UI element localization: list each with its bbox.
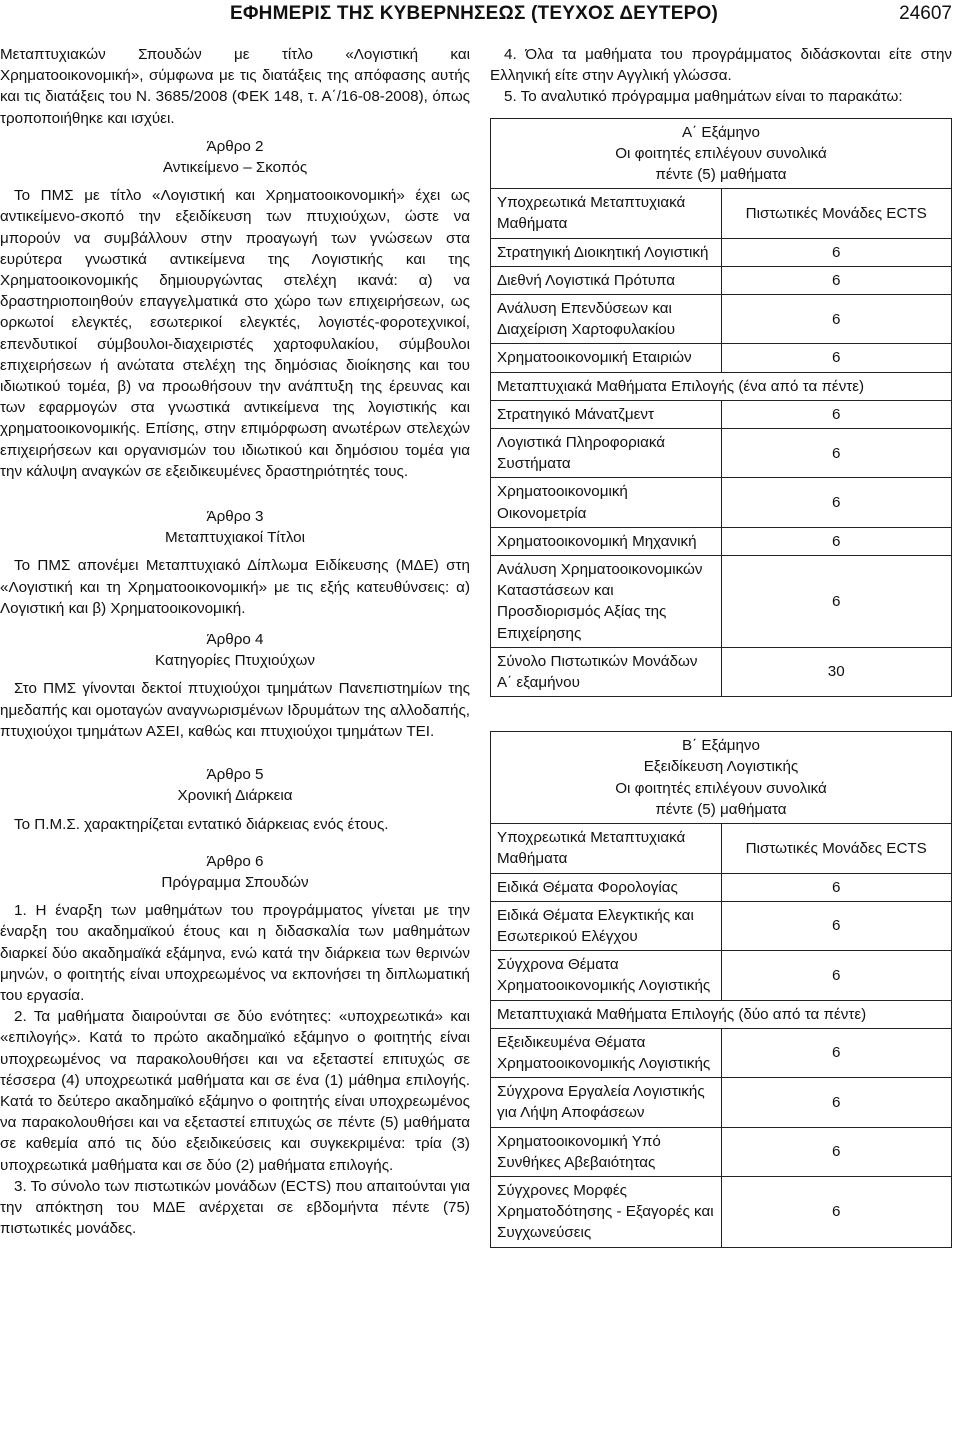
article-6-paragraph-2: 2. Τα μαθήματα διαιρούνται σε δύο ενότητες: «υποχρεωτικά» και «επιλογής». Κατά το πρώτο ακαδημαϊκό εξάμηνο ο φοιτητής είναι υποχρεωμένος να παρακολουθήσει και να εξεταστεί επιτυχώς σε τέσσερα (4) υποχρεωτικά μαθήματα και σε ένα (1) μάθημα επιλογής. Κατά το δεύτερο ακαδημαϊκό εξάμηνο ο φοιτητής είναι υποχρεωμένος να παρακολουθήσει και να εξεταστεί επιτυχώς σε πέντε (5) μαθήματα σε καθεμία από τις δύο εξειδικεύσεις και συγκεκριμένα: τρία (3) υποχρεωτικά μαθήματα και σε δύο (2) μαθήματα επιλογής. [0, 1008, 470, 1174]
article-5-number: Άρθρο 5 [206, 766, 264, 784]
article-2-text: Το ΠΜΣ με τίτλο «Λογιστική και Χρηματοοικονομική» έχει ως αντικείμενο-σκοπό την εξειδίκευση των πτυχιούχων, ώστε να μπορούν να συμβάλλουν στην προαγωγή των γνώσεων στα ευρύτερα γνωστικά αντικείμενα της Λογιστικής και της Χρηματοοικονομικής δημιουργώντας στελέχη ικανά: α) να δραστηριοποιηθούν επαγγελματικά στο χώρο των επιχειρήσεων, ως ορκωτοί ελεγκτές, εσωτερικοί ελεγκτές, λογιστές-φοροτεχνικοί, επενδυτικοί σύμβουλοι-διαχειριστές χαρτοφυλακίου, σύμβουλοι επιχειρήσεων ή ανώτατα στελέχη της δημόσιας διοίκησης και του ιδιωτικού τομέα, β) να προωθήσουν την ανάπτυξη της έρευνας και των εφαρμογών στα γνωστικά αντικείμενα της λογιστικής και χρηματοοικονομικής. Επίσης, στην επιμόρφωση ανωτέρων στελεχών επιχειρήσεων και οργανισμών του ιδιωτικού και δημόσιου τομέα για την κάλυψη αναγκών σε εξειδικευμένες δραστηριότητές τους. [0, 187, 470, 480]
article-2-number: Άρθρο 2 [206, 137, 264, 155]
semester-b-subtitle-2: Οι φοιτητές επιλέγουν συνολικά [615, 779, 827, 797]
article-6-paragraph-3: 3. Το σύνολο των πιστωτικών μονάδων (ECTS) που απαιτούνται για την απόκτηση του ΜΔΕ ανέρχεται σε εβδομήντα πέντε (75) πιστωτικές μονάδες. [0, 1177, 470, 1238]
semester-b-mandatory-course-name: Σύγχρονα Θέματα Χρηματοοικονομικής Λογιστικής [491, 951, 722, 1000]
semester-a-grid [490, 118, 952, 698]
semester-a-mandatory-course-credits: 6 [721, 238, 952, 266]
semester-a-heading-row [491, 118, 952, 189]
gazette-title: ΕΦΗΜΕΡΙΣ ΤΗΣ ΚΥΒΕΡΝΗΣΕΩΣ (ΤΕΥΧΟΣ ΔΕΥΤΕΡΟ) [230, 3, 718, 24]
semester-b-elective-course-name: Σύγχρονες Μορφές Χρηματοδότησης - Εξαγορές και Συγχωνεύσεις [491, 1176, 722, 1247]
semester-b-subtitle-3: πέντε (5) μαθήματα [655, 800, 787, 818]
article-4-number: Άρθρο 4 [206, 631, 264, 649]
semester-a-elective-course-name: Λογιστικά Πληροφοριακά Συστήματα [491, 429, 722, 478]
semester-b-elective-course-row [491, 1078, 952, 1127]
article-6-title: Πρόγραμμα Σπουδών [161, 873, 309, 891]
semester-b-elective-course-credits: 6 [721, 1127, 952, 1176]
semester-b-elective-course-credits: 6 [721, 1078, 952, 1127]
semester-a-elective-course-name: Χρηματοοικονομική Οικονομετρία [491, 478, 722, 527]
semester-a-title: Α΄ Εξάμηνο [682, 123, 760, 141]
semester-a-elective-course-credits: 6 [721, 429, 952, 478]
paragraph-4: 4. Όλα τα μαθήματα του προγράμματος διδάσκονται είτε στην Ελληνική είτε στην Αγγλική γλώσσα. [490, 46, 952, 85]
article-3-title: Μεταπτυχιακοί Τίτλοι [165, 529, 305, 547]
semester-a-total-row [491, 647, 952, 696]
semester-b-elective-heading [491, 1000, 952, 1028]
semester-a-elective-course-credits: 6 [721, 556, 952, 648]
semester-b-elective-course-row [491, 1176, 952, 1247]
semester-b-elective-title: Μεταπτυχιακά Μαθήματα Επιλογής (δύο από τα πέντε) [491, 1000, 952, 1028]
semester-b-elective-course-credits: 6 [721, 1028, 952, 1077]
article-4-title: Κατηγορίες Πτυχιούχων [155, 652, 315, 670]
semester-a-mandatory-course-name: Ανάλυση Επενδύσεων και Διαχείριση Χαρτοφυλακίου [491, 295, 722, 344]
semester-b-mandatory-course-row [491, 901, 952, 950]
semester-b-elective-course-name: Σύγχρονα Εργαλεία Λογιστικής για Λήψη Αποφάσεων [491, 1078, 722, 1127]
semester-b-elective-course-name: Εξειδικευμένα Θέματα Χρηματοοικονομικής Λογιστικής [491, 1028, 722, 1077]
semester-a-mandatory-course-credits: 6 [721, 295, 952, 344]
semester-a-elective-title: Μεταπτυχιακά Μαθήματα Επιλογής (ένα από τα πέντε) [491, 372, 952, 400]
semester-b-col-credits: Πιστωτικές Μονάδες ECTS [721, 824, 952, 873]
semester-a-total-value: 30 [721, 647, 952, 696]
semester-b-mandatory-course-row [491, 951, 952, 1000]
semester-a-mandatory-course-credits: 6 [721, 344, 952, 372]
article-5-title: Χρονική Διάρκεια [177, 787, 293, 805]
semester-a-mandatory-course-name: Διεθνή Λογιστικά Πρότυπα [491, 266, 722, 294]
semester-b-subtitle-1: Εξειδίκευση Λογιστικής [643, 758, 799, 776]
intro-paragraph: Μεταπτυχιακών Σπουδών με τίτλο «Λογιστική και Χρηματοοικονομική», σύμφωνα με τις διατάξεις της απόφασης αυτής και τις διατάξεις του Ν. 3685/2008 (ΦΕΚ 148, τ. Α΄/16-08-2008), όπως τροποποιήθηκε και ισχύει. [0, 46, 470, 127]
semester-a-elective-course-row [491, 556, 952, 648]
semester-a-elective-course-row [491, 478, 952, 527]
article-2-title: Αντικείμενο – Σκοπός [162, 159, 308, 177]
semester-a-elective-course-row [491, 527, 952, 555]
semester-a-elective-heading [491, 372, 952, 400]
semester-b-mandatory-course-row [491, 873, 952, 901]
semester-a-mandatory-course-name: Στρατηγική Διοικητική Λογιστική [491, 238, 722, 266]
article-6-paragraph-1: 1. Η έναρξη των μαθημάτων του προγράμματος γίνεται με την έναρξη του ακαδημαϊκού έτους και η διδασκαλία των μαθημάτων διαρκεί δύο ακαδημαϊκά εξάμηνα, ενώ κατά την διάρκεια των θερινών μηνών, ο φοιτητής είναι υποχρεωμένος να εκπονήσει τη διπλωματική του εργασία. [0, 902, 470, 1004]
semester-a-col-course: Υποχρεωτικά Μεταπτυχιακά Μαθήματα [491, 189, 722, 238]
semester-b-title: Β΄ Εξάμηνο [682, 737, 760, 755]
semester-a-elective-course-credits: 6 [721, 478, 952, 527]
page-header [0, 0, 960, 30]
semester-b-mandatory-course-name: Ειδικά Θέματα Ελεγκτικής και Εσωτερικού Ελέγχου [491, 901, 722, 950]
semester-b-elective-course-name: Χρηματοοικονομική Υπό Συνθήκες Αβεβαιότητας [491, 1127, 722, 1176]
semester-b-col-course: Υποχρεωτικά Μεταπτυχιακά Μαθήματα [491, 824, 722, 873]
semester-a-mandatory-course-row [491, 295, 952, 344]
semester-a-table [490, 118, 952, 698]
semester-a-elective-course-name: Στρατηγικό Μάνατζμεντ [491, 400, 722, 428]
article-5-text: Το Π.Μ.Σ. χαρακτηρίζεται εντατικό διάρκειας ενός έτους. [14, 815, 389, 833]
article-4-text: Στο ΠΜΣ γίνονται δεκτοί πτυχιούχοι τμημάτων Πανεπιστημίων της ημεδαπής και ομοταγών αναγνωρισμένων Ιδρυμάτων της αλλοδαπής, πτυχιούχοι τμημάτων ΑΣΕΙ, καθώς και πτυχιούχοι τμημάτων ΤΕΙ. [0, 680, 470, 740]
semester-a-mandatory-course-name: Χρηματοοικονομική Εταιριών [491, 344, 722, 372]
semester-b-column-header [491, 824, 952, 873]
semester-b-table [490, 731, 952, 1247]
semester-a-mandatory-course-row [491, 344, 952, 372]
semester-a-elective-course-credits: 6 [721, 400, 952, 428]
semester-a-total-label: Σύνολο Πιστωτικών Μονάδων Α΄ εξαμήνου [491, 647, 722, 696]
right-column [490, 44, 952, 1248]
semester-b-heading-row [491, 732, 952, 824]
page-number: 24607 [899, 3, 952, 24]
article-3-text: Το ΠΜΣ απονέμει Μεταπτυχιακό Δίπλωμα Ειδίκευσης (ΜΔΕ) στη «Λογιστική και τη Χρηματοοικονομική» με τις εξής κατευθύνσεις: α) Λογιστική και β) Χρηματοοικονομική. [0, 557, 470, 617]
left-column [0, 44, 470, 1239]
semester-b-mandatory-course-credits: 6 [721, 901, 952, 950]
paragraph-5: 5. Το αναλυτικό πρόγραμμα μαθημάτων είναι το παρακάτω: [504, 88, 903, 106]
semester-a-elective-course-credits: 6 [721, 527, 952, 555]
semester-b-mandatory-course-name: Ειδικά Θέματα Φορολογίας [491, 873, 722, 901]
semester-b-mandatory-course-credits: 6 [721, 873, 952, 901]
semester-b-elective-course-row [491, 1127, 952, 1176]
semester-a-col-credits: Πιστωτικές Μονάδες ECTS [721, 189, 952, 238]
semester-a-column-header [491, 189, 952, 238]
semester-a-elective-course-name: Χρηματοοικονομική Μηχανική [491, 527, 722, 555]
semester-a-elective-course-row [491, 429, 952, 478]
article-6-number: Άρθρο 6 [206, 852, 264, 870]
semester-a-mandatory-course-row [491, 266, 952, 294]
semester-a-elective-course-row [491, 400, 952, 428]
semester-b-elective-course-credits: 6 [721, 1176, 952, 1247]
semester-a-elective-course-name: Ανάλυση Χρηματοοικονομικών Καταστάσεων και Προσδιορισμός Αξίας της Επιχείρησης [491, 556, 722, 648]
semester-a-mandatory-course-credits: 6 [721, 266, 952, 294]
semester-a-subtitle-1: Οι φοιτητές επιλέγουν συνολικά [615, 144, 827, 162]
semester-b-mandatory-course-credits: 6 [721, 951, 952, 1000]
semester-b-grid [490, 731, 952, 1247]
semester-b-elective-course-row [491, 1028, 952, 1077]
article-3-number: Άρθρο 3 [206, 508, 264, 526]
semester-a-mandatory-course-row [491, 238, 952, 266]
semester-a-subtitle-2: πέντε (5) μαθήματα [655, 166, 787, 184]
